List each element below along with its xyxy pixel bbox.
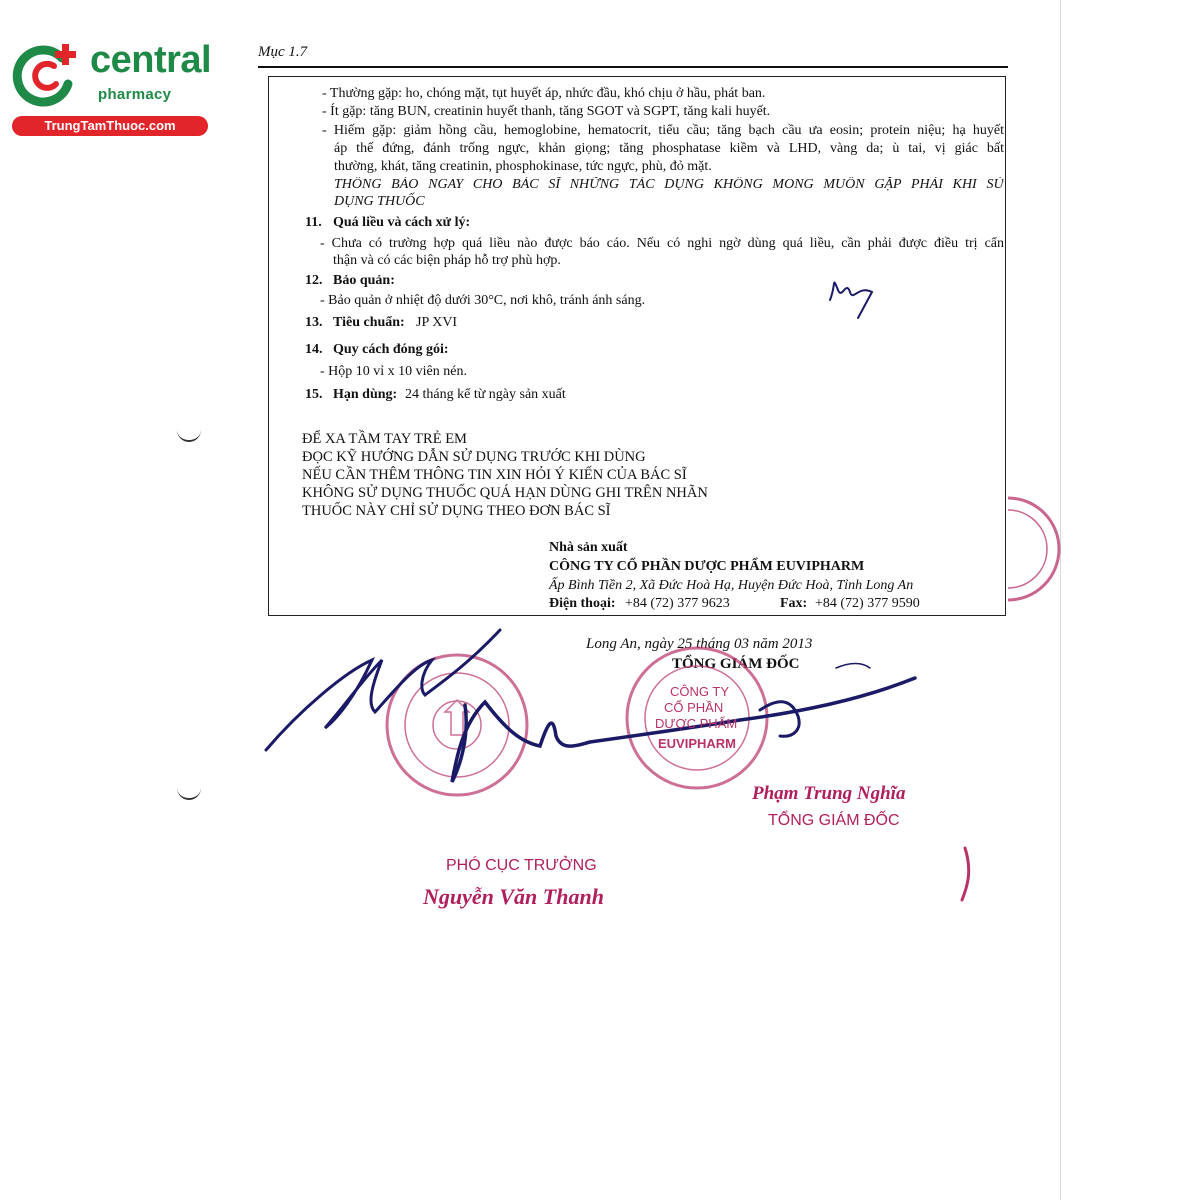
ministry-title: PHÓ CỤC TRƯỞNG [446,857,597,874]
warning-line: NẾU CẦN THÊM THÔNG TIN XIN HỎI Ý KIẾN CỦA BÁC SĨ [302,467,687,483]
section-15-number: 15. [305,387,323,402]
section-14-number: 14. [305,342,323,357]
section-11-number: 11. [305,215,322,230]
company-stamp-line: DƯỢC PHẨM [655,716,738,731]
section-11-text: thận và có các biện pháp hỗ trợ phù hợp. [333,253,561,268]
heading-rule [258,66,1008,68]
warning-line: THUỐC NÀY CHỈ SỬ DỤNG THEO ĐƠN BÁC SĨ [302,503,611,519]
notice-line: THÔNG BÁO NGAY CHO BÁC SĨ NHỮNG TÁC DỤNG KHÔNG MONG MUỐN GẶP PHẢI KHI SỬ [334,177,1004,192]
punch-hole [177,428,201,442]
logo-cross-icon [10,40,82,112]
section-13-value: JP XVI [416,315,458,330]
section-12-text: - Bảo quản ở nhiệt độ dưới 30°C, nơi khô, tránh ánh sáng. [320,293,646,308]
manufacturer-label: Nhà sản xuất [549,540,628,555]
signer-name: Phạm Trung Nghĩa [752,783,906,804]
ministry-name: Nguyễn Văn Thanh [423,884,604,909]
edge-seal-stamp [1008,498,1059,600]
section-heading: Mục 1.7 [258,44,308,60]
section-12-number: 12. [305,273,323,288]
side-effect-common: - Thường gặp: ho, chóng mặt, tụt huyết áp, nhức đầu, khó chịu ở hầu, phát ban. [322,86,766,101]
scan-edge [1060,0,1061,1200]
section-11-title: Quá liều và cách xử lý: [333,215,471,230]
section-13-number: 13. [305,315,323,330]
company-stamp-line: CÔNG TY [670,684,729,699]
punch-hole [177,786,201,800]
section-14-text: - Hộp 10 vỉ x 10 viên nén. [320,364,467,379]
signer-title: TỔNG GIÁM ĐỐC [768,812,900,829]
warning-line: KHÔNG SỬ DỤNG THUỐC QUÁ HẠN DÙNG GHI TRÊN NHÃN [302,485,708,501]
fax-value: +84 (72) 377 9590 [815,596,920,611]
manufacturer-address: Ấp Bình Tiền 2, Xã Đức Hoà Hạ, Huyện Đức Hoà, Tỉnh Long An [549,578,914,593]
section-15-value: 24 tháng kể từ ngày sản xuất [405,387,566,402]
side-effect-uncommon: - Ít gặp: tăng BUN, creatinin huyết thanh, tăng SGOT và SGPT, tăng kali huyết. [322,104,771,119]
section-15-title: Hạn dùng: [333,387,398,402]
pharmacy-logo[interactable] [10,38,215,138]
place-date: Long An, ngày 25 tháng 03 năm 2013 [586,636,813,652]
notice-line: DỤNG THUỐC [334,194,425,209]
side-effect-rare-line: - Hiếm gặp: giảm hồng cầu, hemoglobine, hematocrit, tiểu cầu; tăng bạch cầu ưa eosin; protein niệu; hạ huyết [322,123,1004,138]
section-13-title: Tiêu chuẩn: [333,315,405,330]
side-effect-rare-line: áp thế đứng, đánh trống ngực, khản giọng; tăng phosphatase kiềm và LHD, vàng da; ù tai, vị giác bất [334,141,1004,156]
warning-line: ĐỌC KỸ HƯỚNG DẪN SỬ DỤNG TRƯỚC KHI DÙNG [302,449,646,465]
company-stamp-line: EUVIPHARM [658,736,737,751]
logo-url[interactable]: TrungTamThuoc.com [12,116,208,136]
ministry-seal-stamp [387,655,527,795]
section-14-title: Quy cách đóng gói: [333,342,449,357]
logo-subtitle: pharmacy [98,86,172,103]
section-11-text: - Chưa có trường hợp quá liều nào được báo cáo. Nếu có nghi ngờ dùng quá liều, cần phải được điều trị cẩn [320,236,1004,251]
phone-label: Điện thoại: [549,596,616,611]
section-12-title: Bảo quản: [333,273,395,288]
fax-label: Fax: [780,596,808,611]
signoff-title: TỔNG GIÁM ĐỐC [672,656,800,672]
manufacturer-company: CÔNG TY CỔ PHẦN DƯỢC PHẨM EUVIPHARM [549,559,865,574]
company-stamp-line: CỔ PHẦN [664,700,724,715]
warning-line: ĐỂ XA TẦM TAY TRẺ EM [302,431,467,447]
phone-value: +84 (72) 377 9623 [625,596,730,611]
side-effect-rare-line: thường, khát, tăng creatinin, phosphokinase, tức ngực, phù, đỏ mặt. [334,159,712,174]
logo-brand: central [90,39,212,81]
